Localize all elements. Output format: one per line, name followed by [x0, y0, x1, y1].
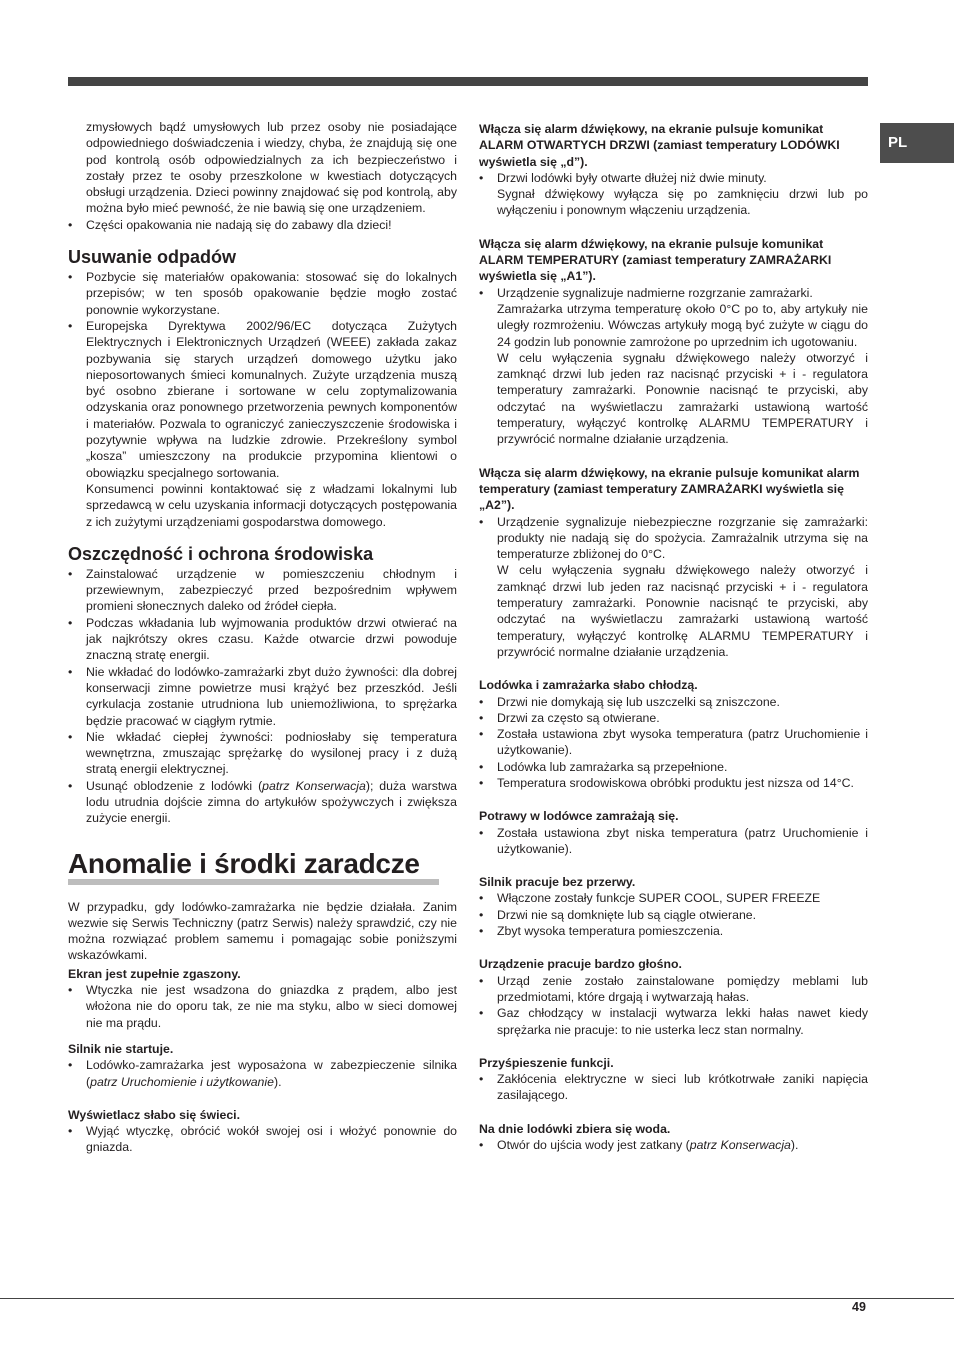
- anomaly-list: [479, 694, 868, 792]
- intro-list: [68, 217, 457, 233]
- anomaly-heading: Włącza się alarm dźwiękowy, na ekranie pulsuje komunikat ALARM TEMPERATURY (zamiast temperatury ZAMRAŻARKI wyświetla się „A1”).: [479, 236, 832, 284]
- list-item: • Nie wkładać do lodówko-zamrażarki zbyt dużo żywności: dla dobrej konserwacji zimne powietrze musi krążyć bez przeszkód. Jeśli cyrkulacja zostanie utrudniona lub uniemożliwiona, to sprężarka będzie pracować w ciągłym rytmie.: [68, 664, 457, 729]
- energy-list: [68, 566, 457, 827]
- list-item: • Części opakowania nie nadają się do zabawy dla dzieci!: [68, 217, 457, 233]
- anomaly-continuation: Zamrażarka utrzyma temperaturę około 0°C po to, aby artykuły nie uległy rozmrożeniu. Wówczas artykuły mogą być zużyte w ciągu do 24 godzin lub ponownie zamrożone po uprzednim ich ugotowaniu.: [497, 301, 868, 349]
- cross-reference: patrz Konserwacja: [689, 1138, 791, 1153]
- anomaly-list: [479, 514, 868, 563]
- waste-continuation: Konsumenci powinni kontaktować się z władzami lokalnymi lub sprzedawcą w celu uzyskania informacji dotyczących postępowania z ich zużytymi urządzeniami gospodarstwa domowego.: [86, 481, 457, 529]
- anomaly-heading: Włącza się alarm dźwiękowy, na ekranie pulsuje komunikat alarm temperatury (zamiast temperatury ZAMRAŻARKI wyświetla się „A2”).: [479, 465, 860, 513]
- anomaly-list: [479, 1137, 868, 1153]
- text: ).: [273, 1074, 282, 1089]
- anomaly-heading: Urządzenie pracuje bardzo głośno.: [479, 957, 682, 972]
- list-item: • Lodówka lub zamrażarka są przepełnione.: [479, 759, 868, 775]
- intro-continuation: zmysłowych bądź umysłowych lub przez osoby nie posiadające odpowiedniego doświadczenia i wiedzy, chyba, że znajdują się one pod kontrolą osób odpowiedzialnych za ich bezpieczeństwo i zostały przez te osoby przeszkolone w kwestiach dotyczących obsługi urządzenia. Dzieci powinny znajdować się pod kontrolą, aby można było mieć pewność, że nie bawią się one urządzeniem.: [86, 120, 457, 216]
- text: Otwór do ujścia wody jest zatkany (: [497, 1138, 690, 1153]
- list-item: • Nie wkładać ciepłej żywności: podniosłaby się temperatura wewnętrzna, zmuszając sprężarkę do wysilonej pracy i z dużą stratą energii elektrycznej.: [68, 729, 457, 778]
- anomaly-heading: Przyśpieszenie funkcji.: [479, 1055, 614, 1070]
- list-item: • Wyjąć wtyczkę, obrócić wokół swojej osi i włożyć ponownie do gniazda.: [68, 1123, 457, 1156]
- list-item: • Zakłócenia elektryczne w sieci lub krótkotrwałe zaniki napięcia zasilającego.: [479, 1071, 868, 1104]
- anomaly-list: [68, 1123, 457, 1156]
- anomaly-continuation: W celu wyłączenia sygnału dźwiękowego należy otworzyć i zamknąć drzwi lub jeden raz nacisnąć przyciski + i - regulatora temperatury zamrażarki. Ponownie nacisnąć te przyciski, aby odczytać na wyświetlaczu zamrażarki ustawioną wartość temperatury, wyłączyć kontrolkę ALARMU TEMPERATURY i przywrócić normalne działanie urządzenia.: [497, 350, 868, 447]
- list-item: • Wtyczka nie jest wsadzona do gniazdka z prądem, albo jest włożona nie do oporu tak, ze nie ma styku, albo w sieci domowej nie ma prądu.: [68, 982, 457, 1031]
- main-title: Anomalie i środki zaradcze: [68, 849, 439, 885]
- anomaly-heading: Wyświetlacz słabo się świeci.: [68, 1107, 241, 1122]
- list-item: [68, 778, 457, 827]
- anomaly-list: [68, 1057, 457, 1090]
- main-title-wrap: [68, 827, 457, 899]
- list-item: • Została ustawiona zbyt niska temperatura (patrz Uruchomienie i użytkowanie).: [479, 825, 868, 858]
- anomaly-list: [479, 1071, 868, 1104]
- list-item: • Włączone zostały funkcje SUPER COOL, SUPER FREEZE: [479, 890, 868, 906]
- anomaly-list: [479, 890, 868, 939]
- list-item: • Urząd zenie zostało zainstalowane pomiędzy meblami lub przedmiotami, które drgają i wytwarzają hałas.: [479, 973, 868, 1006]
- list-item: • Europejska Dyrektywa 2002/96/EC dotycząca Zużytych Elektrycznych i Elektronicznych Urządzeń (WEEE) zakłada zakaz pozbywania się starych urządzeń domowego użytku jako nieposortowanych śmieci komunalnych. Zużyte urządzenia muszą być osobno zbierane i sortowane w celu zoptymalizowania odzyskania oraz ponownego przetworzenia pewnych komponentów i materiałów. Pozwala to ograniczyć zanieczyszczenie środowiska i pozytywnie wpływa na ludzkie zdrowie. Przekreślony symbol „kosza” umieszczony na produkcie przypomina klientowi o obowiązku specjalnego sortowania.: [68, 318, 457, 481]
- anomaly-heading: Włącza się alarm dźwiękowy, na ekranie pulsuje komunikat ALARM OTWARTYCH DRZWI (zamiast temperatury LODÓWKI wyświetla się „d”).: [479, 122, 840, 169]
- text: ); duża warstwa lodu utrudnia dojście zimna do artykułów spożywczych i zwiększa zużycie energii.: [86, 778, 458, 826]
- anomaly-list: [479, 973, 868, 1038]
- anomaly-list: [479, 170, 868, 186]
- language-tab: PL: [880, 123, 954, 163]
- anomaly-list: [479, 825, 868, 858]
- text: Usunąć oblodzenie z lodówki (: [86, 778, 263, 793]
- anomaly-heading: Silnik nie startuje.: [68, 1041, 174, 1056]
- anomaly-heading: Lodówka i zamrażarka słabo chłodzą.: [479, 678, 698, 693]
- anomaly-heading: Silnik pracuje bez przerwy.: [479, 875, 636, 890]
- waste-list: [68, 269, 457, 481]
- list-item: • Drzwi lodówki były otwarte dłużej niż dwie minuty.: [479, 170, 868, 186]
- text: ).: [790, 1138, 799, 1153]
- anomaly-list: [479, 285, 868, 301]
- anomaly-heading: Na dnie lodówki zbiera się woda.: [479, 1121, 671, 1136]
- list-item: [479, 1137, 868, 1153]
- list-item: [68, 1057, 457, 1090]
- anomaly-heading: Potrawy w lodówce zamrażają się.: [479, 809, 679, 824]
- footer-rule: [0, 1298, 954, 1299]
- list-item: • Została ustawiona zbyt wysoka temperatura (patrz Uruchomienie i użytkowanie).: [479, 726, 868, 759]
- list-item: • Zainstalować urządzenie w pomieszczeniu chłodnym i przewiewnym, zabezpieczyć przed bezpośrednim wpływem promieni słonecznych daleko od źródeł ciepła.: [68, 566, 457, 615]
- list-item: • Drzwi za często są otwierane.: [479, 710, 868, 726]
- text: Lodówko-zamrażarka jest wyposażona w zabezpieczenie silnika (: [86, 1058, 457, 1089]
- list-item: • Drzwi nie domykają się lub uszczelki są zniszczone.: [479, 694, 868, 710]
- cross-reference: patrz Konserwacja: [262, 778, 366, 793]
- header-rule: [68, 77, 868, 86]
- list-item: • Temperatura srodowiskowa obróbki produktu jest nizsza od 14°C.: [479, 775, 868, 791]
- list-item: • Urządzenie sygnalizuje niebezpieczne rozgrzanie się zamrażarki: produkty nie nadają się do spożycia. Zamrażalnik utrzyma się na temperaturze zbliżonej do 0°C.: [479, 514, 868, 563]
- list-item: • Podczas wkładania lub wyjmowania produktów drzwi otwierać na jak najkrótszy okres czasu. Każde otwarcie drzwi powoduje znaczną stratę energii.: [68, 615, 457, 664]
- section-title-waste: Usuwanie odpadów: [68, 247, 237, 268]
- main-intro: W przypadku, gdy lodówko-zamrażarka nie będzie działała. Zanim wezwie się Serwis Techniczny (patrz Serwis) należy sprawdzić, czy nie można rozwiązać problem samemu i pomagając sobie poniższymi wskazówkami.: [68, 899, 457, 963]
- cross-reference: patrz Uruchomienie i użytkowanie: [90, 1074, 274, 1089]
- list-item: • Urządzenie sygnalizuje nadmierne rozgrzanie zamrażarki.: [479, 285, 868, 301]
- list-item: • Zbyt wysoka temperatura pomieszczenia.: [479, 923, 868, 939]
- list-item: • Drzwi nie są domknięte lub są ciągle otwierane.: [479, 907, 868, 923]
- anomaly-continuation: Sygnał dźwiękowy wyłącza się po zamknięciu drzwi lub po wyłączeniu i ponownym włączeniu urządzenia.: [497, 187, 868, 218]
- section-title-energy: Oszczędność i ochrona środowiska: [68, 543, 374, 564]
- anomaly-heading: Ekran jest zupełnie zgaszony.: [68, 966, 241, 981]
- left-column: [68, 119, 457, 1156]
- anomaly-list: [68, 982, 457, 1031]
- page-number: 49: [852, 1300, 866, 1314]
- right-column: [479, 119, 868, 1153]
- anomaly-continuation: W celu wyłączenia sygnału dźwiękowego należy otworzyć i zamknąć drzwi lub jeden raz nacisnąć przyciski + i - regulatora temperatury zamrażarki. Ponownie nacisnąć te przyciski, aby odczytać na wyświetlaczu zamrażarki ustawioną wartość temperatury, wyłączyć kontrolkę ALARMU TEMPERATURY i przywrócić normalne działanie urządzenia.: [497, 563, 868, 659]
- list-item: • Pozbycie się materiałów opakowania: stosować się do lokalnych przepisów; w ten sposób opakowanie będzie mogło zostać ponownie wykorzystane.: [68, 269, 457, 318]
- list-item: • Gaz chłodzący w instalacji wytwarza lekki hałas nawet kiedy sprężarka nie pracuje: to nie usterka lecz stan normalny.: [479, 1005, 868, 1038]
